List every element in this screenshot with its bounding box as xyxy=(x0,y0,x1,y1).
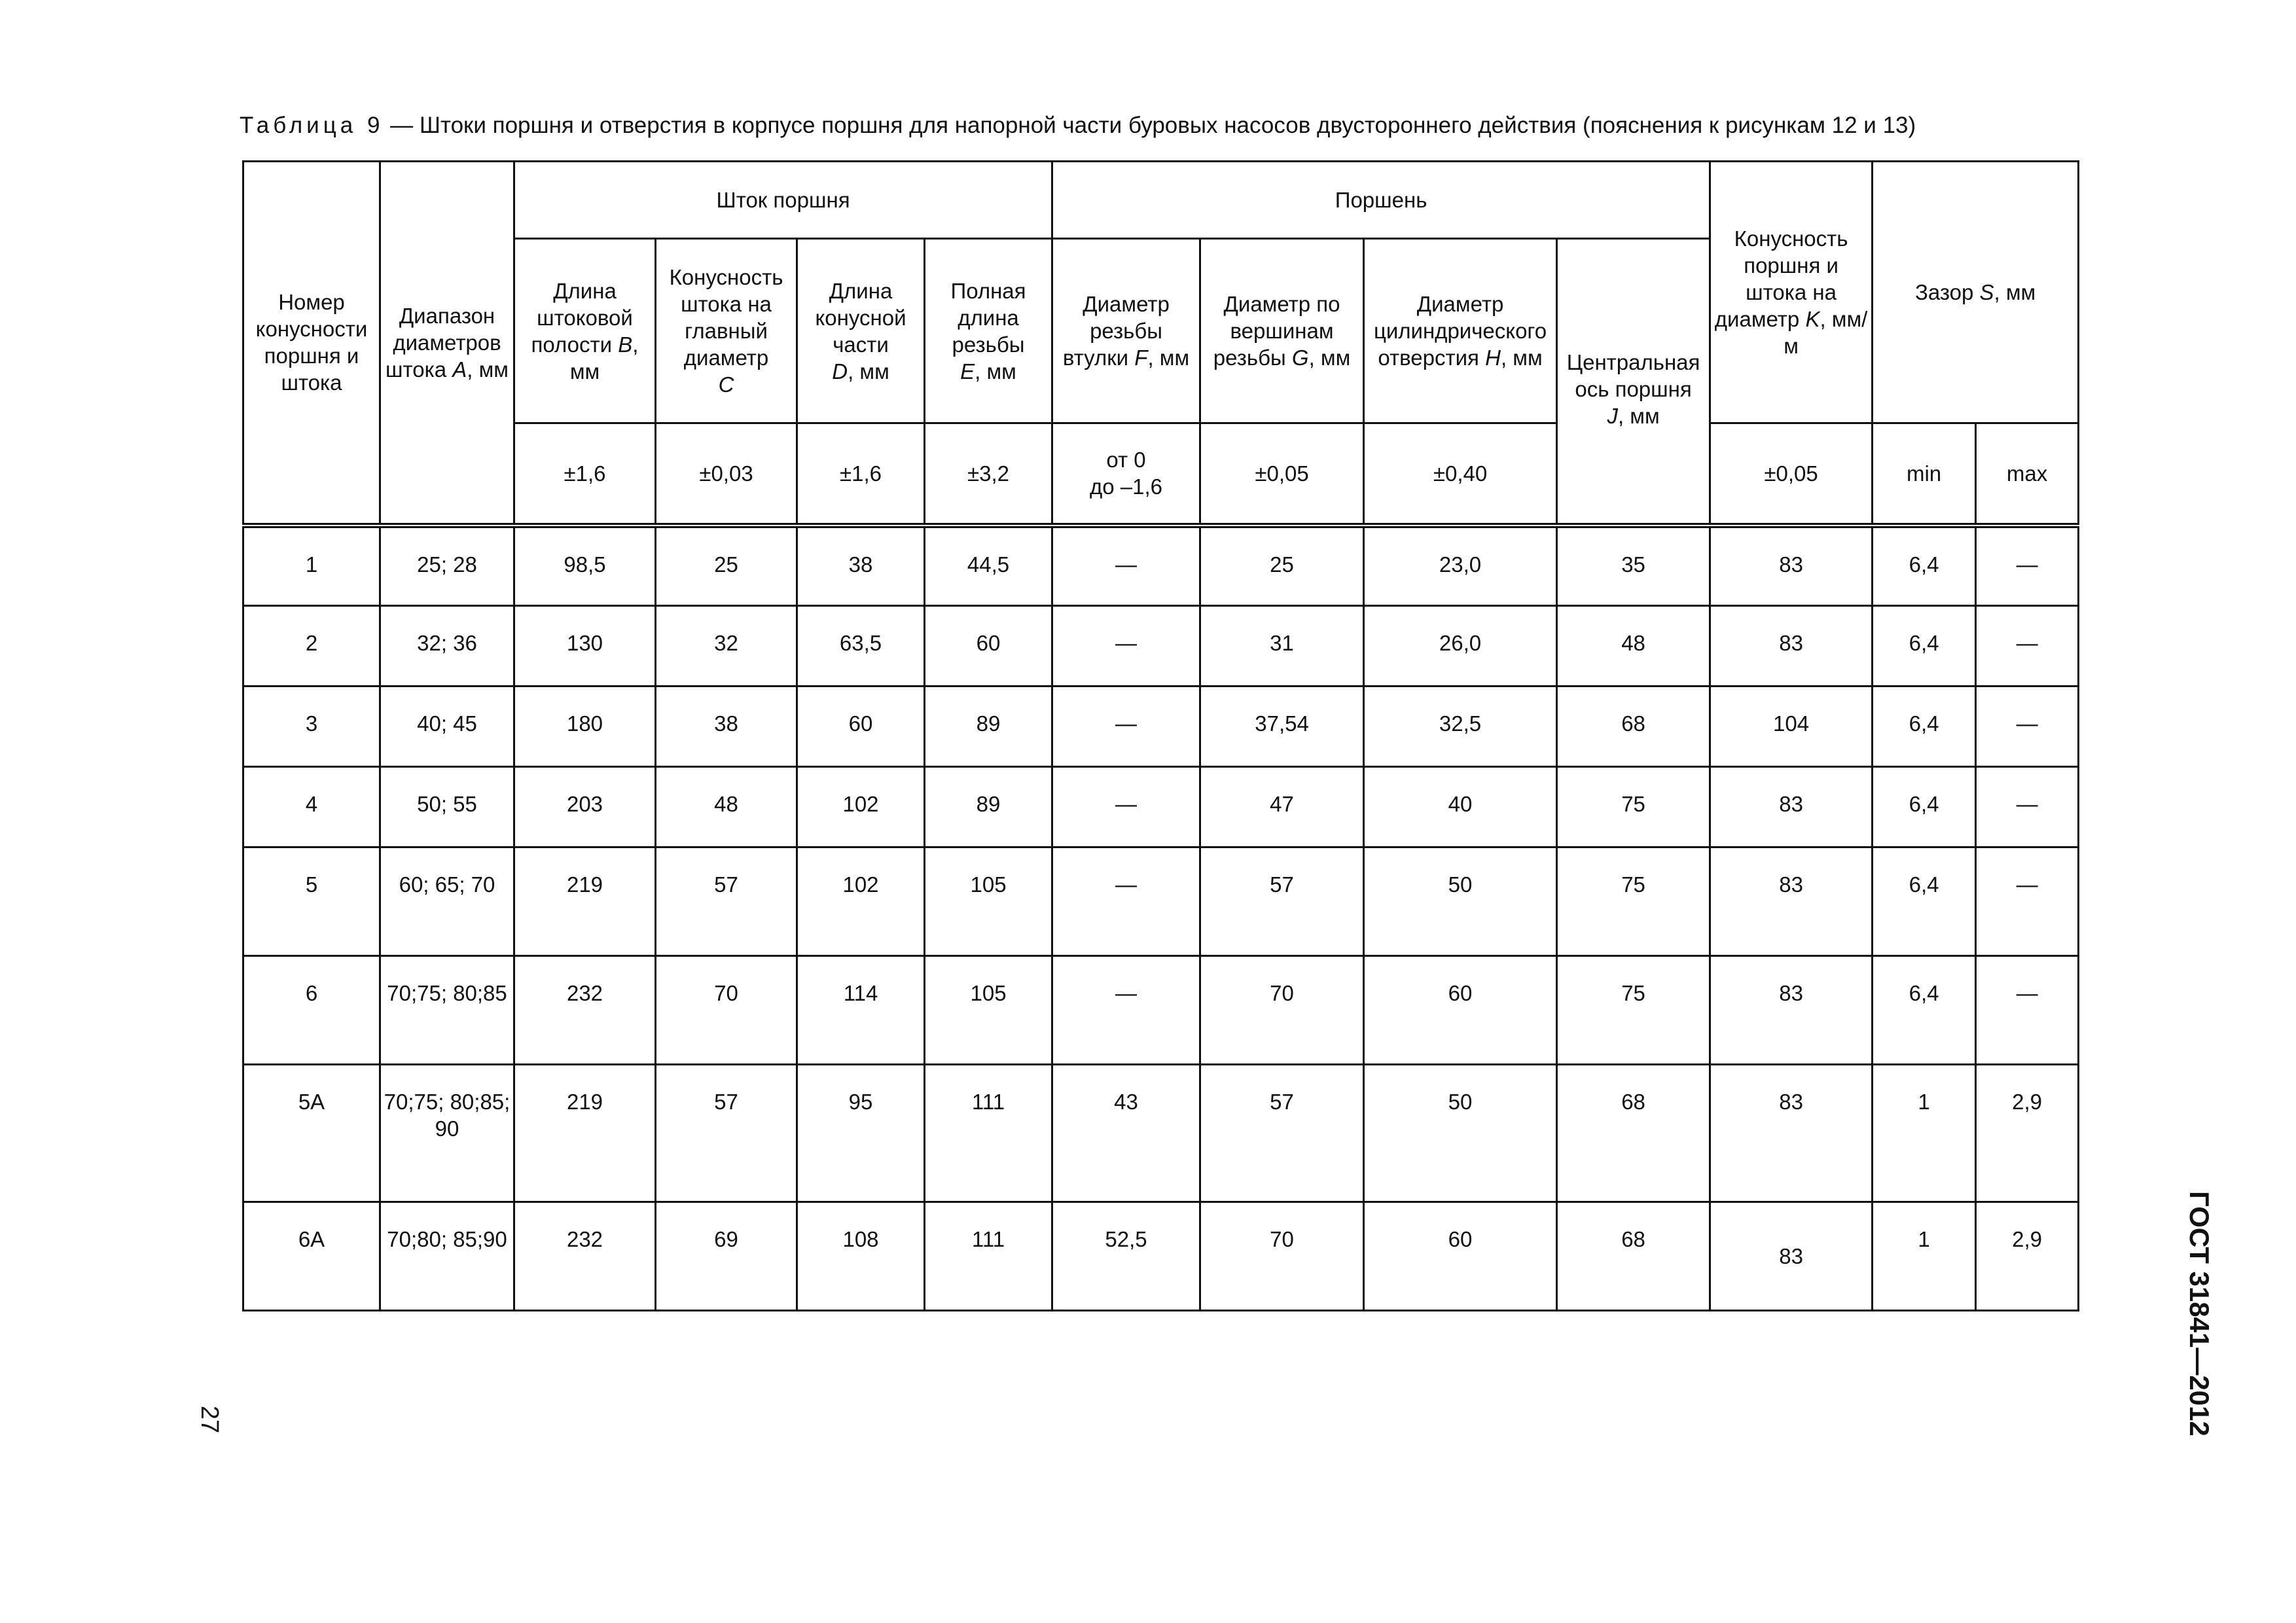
table-cell: 32,5 xyxy=(1364,687,1557,767)
table-cell: 108 xyxy=(797,1202,925,1311)
header-cylinder-diameter-text: Диаметр цилиндрического отверстия xyxy=(1373,292,1547,370)
table-cell: 203 xyxy=(514,767,656,847)
header-taper-length-text: Длина конусной части xyxy=(815,278,906,357)
document-code: ГОСТ 31841—2012 xyxy=(2184,1191,2215,1436)
table-cell: 48 xyxy=(656,767,797,847)
table-cell: 52,5 xyxy=(1052,1202,1200,1311)
table-cell: — xyxy=(1976,606,2079,687)
header-bush-thread-diameter-symbol: F xyxy=(1134,346,1148,370)
header-rod-taper-symbol: C xyxy=(718,372,734,397)
table-cell: 38 xyxy=(797,526,925,606)
tolerance-f-line-2: до –1,6 xyxy=(1090,474,1163,499)
tolerance-g: ±0,05 xyxy=(1200,423,1364,526)
header-rod-cavity-length-unit: , мм xyxy=(569,332,639,383)
tolerance-k: ±0,05 xyxy=(1710,423,1873,526)
table-cell: — xyxy=(1052,847,1200,956)
header-group-piston: Поршень xyxy=(1052,162,1710,239)
header-crest-diameter-symbol: G xyxy=(1291,346,1309,370)
table-cell: 83 xyxy=(1710,767,1873,847)
table-cell: 70 xyxy=(1200,1202,1364,1311)
table-cell: 111 xyxy=(925,1202,1052,1311)
header-crest-diameter-unit: , мм xyxy=(1308,346,1351,370)
table-cell: 95 xyxy=(797,1065,925,1202)
header-cylinder-diameter-symbol: H xyxy=(1485,346,1501,370)
header-thread-length-unit: , мм xyxy=(975,359,1016,383)
tolerance-d: ±1,6 xyxy=(797,423,925,526)
header-thread-length xyxy=(925,239,1052,423)
header-rod-cavity-length xyxy=(514,239,656,423)
table-cell: 102 xyxy=(797,847,925,956)
table-cell: 31 xyxy=(1200,606,1364,687)
table-cell: 6А xyxy=(243,1202,380,1311)
header-taper-length-symbol: D xyxy=(832,359,848,383)
table-cell: 43 xyxy=(1052,1065,1200,1202)
table-cell: 70;75; 80;85; 90 xyxy=(380,1065,514,1202)
table-cell: 44,5 xyxy=(925,526,1052,606)
table-cell: 2 xyxy=(243,606,380,687)
table-cell: 68 xyxy=(1557,1065,1710,1202)
table-cell: 70 xyxy=(1200,956,1364,1065)
data-table xyxy=(242,160,2079,1311)
table-cell: 57 xyxy=(656,847,797,956)
page-number: 27 xyxy=(196,1405,223,1434)
tolerance-e: ±3,2 xyxy=(925,423,1052,526)
header-rod-taper xyxy=(656,239,797,423)
table-cell: 3 xyxy=(243,687,380,767)
table-cell: 105 xyxy=(925,847,1052,956)
table-cell: 57 xyxy=(1200,847,1364,956)
table-cell: 35 xyxy=(1557,526,1710,606)
table-cell: — xyxy=(1052,767,1200,847)
table-cell: 89 xyxy=(925,687,1052,767)
table-cell: 6,4 xyxy=(1873,767,1976,847)
table-cell: 83 xyxy=(1710,1202,1873,1311)
table-cell: 70;80; 85;90 xyxy=(380,1202,514,1311)
table-cell: 69 xyxy=(656,1202,797,1311)
table-cell: 38 xyxy=(656,687,797,767)
table-cell: 232 xyxy=(514,956,656,1065)
table-cell: 75 xyxy=(1557,767,1710,847)
table-cell: — xyxy=(1976,687,2079,767)
table-row xyxy=(243,606,2079,687)
table-cell: 232 xyxy=(514,1202,656,1311)
table-cell: 26,0 xyxy=(1364,606,1557,687)
table-cell: 25 xyxy=(656,526,797,606)
table-cell: 6,4 xyxy=(1873,526,1976,606)
table-cell: 23,0 xyxy=(1364,526,1557,606)
tolerance-b: ±1,6 xyxy=(514,423,656,526)
table-cell: 5А xyxy=(243,1065,380,1202)
table-cell: 2,9 xyxy=(1976,1202,2079,1311)
table-cell: — xyxy=(1052,606,1200,687)
table-cell: 1 xyxy=(1873,1065,1976,1202)
table-cell: 102 xyxy=(797,767,925,847)
table-row xyxy=(243,526,2079,606)
table-cell: 4 xyxy=(243,767,380,847)
header-rod-taper-text: Конусность штока на главный диаметр xyxy=(669,265,783,370)
table-cell: 114 xyxy=(797,956,925,1065)
table-cell: 47 xyxy=(1200,767,1364,847)
header-thread-length-symbol: E xyxy=(960,359,975,383)
header-gap-unit: , мм xyxy=(1994,280,2036,304)
table-cell: 50 xyxy=(1364,1065,1557,1202)
table-cell: 83 xyxy=(1710,847,1873,956)
table-cell: 60 xyxy=(797,687,925,767)
table-cell: 57 xyxy=(656,1065,797,1202)
table-cell: 48 xyxy=(1557,606,1710,687)
table-row xyxy=(243,687,2079,767)
table-cell: 130 xyxy=(514,606,656,687)
table-cell: 50; 55 xyxy=(380,767,514,847)
table-cell: 40 xyxy=(1364,767,1557,847)
table-cell: 57 xyxy=(1200,1065,1364,1202)
header-piston-axis-symbol: J xyxy=(1607,404,1618,428)
table-caption-label: Таблица 9 xyxy=(240,113,384,138)
header-thread-length-text: Полная длина резьбы xyxy=(950,278,1026,357)
table-row xyxy=(243,847,2079,956)
header-gap-symbol: S xyxy=(1979,280,1994,304)
table-cell: — xyxy=(1052,956,1200,1065)
header-bush-thread-diameter-unit: , мм xyxy=(1147,346,1190,370)
header-gap-text: Зазор xyxy=(1914,280,1974,304)
table-cell: 60; 65; 70 xyxy=(380,847,514,956)
header-crest-diameter xyxy=(1200,239,1364,423)
table-cell: 32 xyxy=(656,606,797,687)
header-cylinder-diameter xyxy=(1364,239,1557,423)
header-rod-diameter-range xyxy=(380,162,514,526)
tolerance-h: ±0,40 xyxy=(1364,423,1557,526)
table-cell: 25; 28 xyxy=(380,526,514,606)
header-bush-thread-diameter-text: Диаметр резьбы втулки xyxy=(1062,292,1170,370)
table-header xyxy=(243,162,2079,526)
header-piston-taper-unit: , мм/м xyxy=(1784,307,1868,358)
table-cell: 219 xyxy=(514,1065,656,1202)
header-bush-thread-diameter xyxy=(1052,239,1200,423)
table-cell: 6,4 xyxy=(1873,687,1976,767)
table-cell: 75 xyxy=(1557,847,1710,956)
table-cell: 68 xyxy=(1557,687,1710,767)
table-cell: — xyxy=(1976,767,2079,847)
header-piston-axis-text: Центральная ось поршня xyxy=(1566,350,1700,401)
table-cell: 89 xyxy=(925,767,1052,847)
header-taper-length xyxy=(797,239,925,423)
table-cell: 1 xyxy=(1873,1202,1976,1311)
tolerance-min: min xyxy=(1873,423,1976,526)
table-caption-text: — Штоки поршня и отверстия в корпусе поршня для напорной части буровых насосов двустороннего действия (пояснения к рисункам 12 и 13) xyxy=(384,113,1916,138)
table-cell: 1 xyxy=(243,526,380,606)
table-cell: — xyxy=(1052,687,1200,767)
table-row xyxy=(243,956,2079,1065)
table-row xyxy=(243,1065,2079,1202)
header-rod-cavity-length-symbol: B xyxy=(618,332,633,357)
header-group-rod: Шток поршня xyxy=(514,162,1052,239)
table-cell: 111 xyxy=(925,1065,1052,1202)
table-cell: 25 xyxy=(1200,526,1364,606)
header-rod-diameter-range-text-2: штока xyxy=(386,357,447,382)
header-taper-number: Номер конусности поршня и штока xyxy=(243,162,380,526)
header-taper-length-unit: , мм xyxy=(848,359,889,383)
header-rod-cavity-length-text: Длина штоковой полости xyxy=(531,278,633,357)
header-piston-taper-symbol: K xyxy=(1805,307,1820,331)
table-cell: 6,4 xyxy=(1873,606,1976,687)
tolerance-f xyxy=(1052,423,1200,526)
table-row xyxy=(243,1202,2079,1311)
header-rod-diameter-range-symbol: A xyxy=(452,357,467,382)
tolerance-f-line-1: от 0 xyxy=(1106,448,1146,473)
table-cell: 104 xyxy=(1710,687,1873,767)
table-cell: 70 xyxy=(656,956,797,1065)
table-cell: 83 xyxy=(1710,1065,1873,1202)
tolerance-max: max xyxy=(1976,423,2079,526)
header-rod-diameter-range-text: Диапазон диаметров xyxy=(393,303,501,355)
header-crest-diameter-text: Диаметр по вершинам резьбы xyxy=(1213,292,1340,370)
table-cell: 180 xyxy=(514,687,656,767)
table-caption xyxy=(240,110,2138,141)
table-cell: 68 xyxy=(1557,1202,1710,1311)
header-piston-axis xyxy=(1557,239,1710,526)
table-cell: 5 xyxy=(243,847,380,956)
table-cell: 70;75; 80;85 xyxy=(380,956,514,1065)
tolerance-row xyxy=(243,423,2079,526)
header-piston-taper-text: Конусность поршня и штока на диаметр xyxy=(1714,226,1848,331)
table-cell: 50 xyxy=(1364,847,1557,956)
table-cell: 98,5 xyxy=(514,526,656,606)
table-cell: — xyxy=(1976,847,2079,956)
header-rod-diameter-range-unit: , мм xyxy=(467,357,509,382)
table-cell: 6 xyxy=(243,956,380,1065)
table-cell: — xyxy=(1052,526,1200,606)
table-cell: 2,9 xyxy=(1976,1065,2079,1202)
table-cell: 83 xyxy=(1710,526,1873,606)
table-cell: — xyxy=(1976,956,2079,1065)
table-row xyxy=(243,767,2079,847)
header-piston-axis-unit: , мм xyxy=(1617,404,1660,428)
table-cell: 6,4 xyxy=(1873,847,1976,956)
table-cell: 219 xyxy=(514,847,656,956)
table-cell: — xyxy=(1976,526,2079,606)
table-cell: 60 xyxy=(1364,956,1557,1065)
table-cell: 83 xyxy=(1710,956,1873,1065)
table-cell: 75 xyxy=(1557,956,1710,1065)
table-cell: 83 xyxy=(1710,606,1873,687)
table-body xyxy=(243,526,2079,1311)
table-cell: 32; 36 xyxy=(380,606,514,687)
table-cell: 37,54 xyxy=(1200,687,1364,767)
header-gap xyxy=(1873,162,2079,423)
table-cell: 6,4 xyxy=(1873,956,1976,1065)
table-cell: 105 xyxy=(925,956,1052,1065)
header-piston-taper xyxy=(1710,162,1873,423)
table-cell: 40; 45 xyxy=(380,687,514,767)
table-cell: 60 xyxy=(925,606,1052,687)
table-cell: 63,5 xyxy=(797,606,925,687)
table-cell: 60 xyxy=(1364,1202,1557,1311)
header-cylinder-diameter-unit: , мм xyxy=(1500,346,1543,370)
tolerance-c: ±0,03 xyxy=(656,423,797,526)
